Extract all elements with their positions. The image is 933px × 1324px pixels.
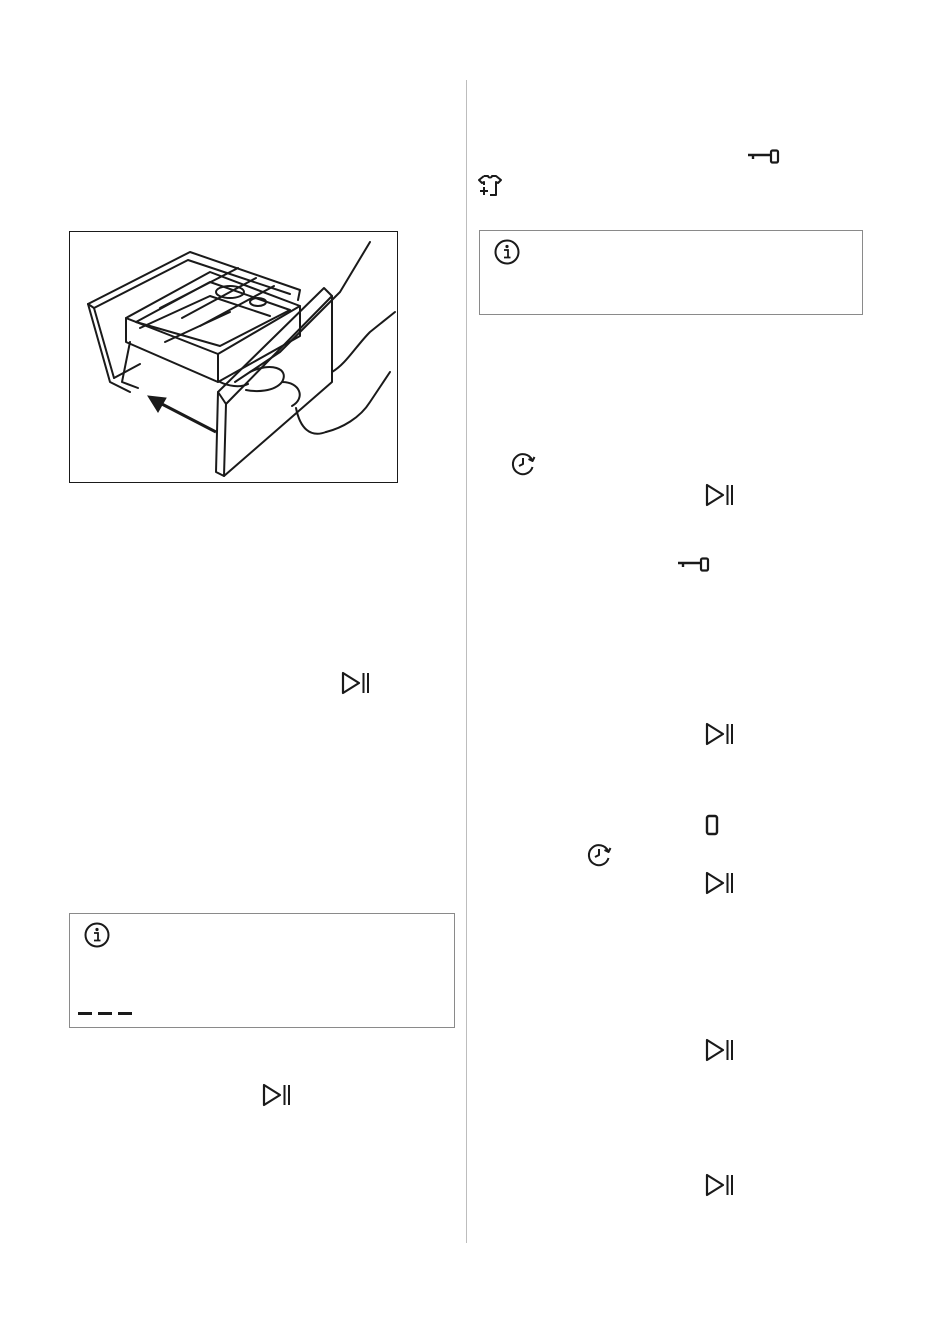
info-icon <box>494 239 520 265</box>
start-pause-icon <box>705 1038 735 1062</box>
column-divider <box>466 80 467 1243</box>
delay-start-icon <box>586 842 614 868</box>
key-lock-icon <box>747 149 781 165</box>
info-note-right <box>479 230 863 315</box>
start-pause-icon <box>705 722 735 746</box>
zero-digit-icon <box>705 814 719 836</box>
start-pause-icon <box>262 1083 292 1107</box>
start-pause-icon <box>705 1173 735 1197</box>
dispenser-drawer-illustration <box>70 232 397 482</box>
delay-start-icon <box>510 451 538 477</box>
start-pause-icon <box>705 483 735 507</box>
info-note-left <box>69 913 455 1028</box>
info-icon <box>84 922 110 948</box>
dispenser-drawer-figure <box>69 231 398 483</box>
dashes-display-icon <box>78 1012 132 1016</box>
start-pause-icon <box>705 871 735 895</box>
add-garments-icon <box>478 174 504 198</box>
start-pause-icon <box>341 671 371 695</box>
key-lock-icon <box>677 557 711 573</box>
